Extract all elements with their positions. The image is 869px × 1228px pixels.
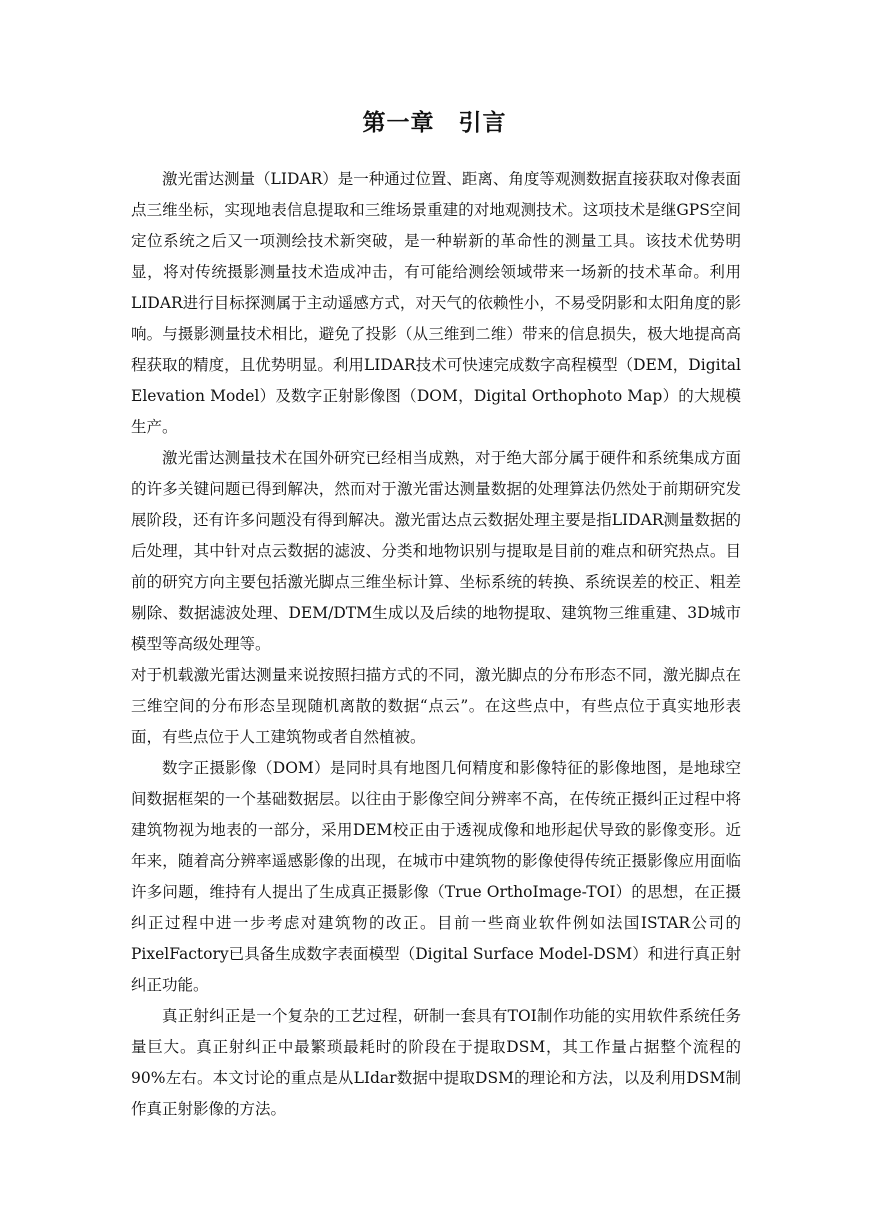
- paragraph-lidar-research: 激光雷达测量技术在国外研究已经相当成熟，对于绝大部分属于硬件和系统集成方面的许多关键问题已得到解决，然而对于激光雷达测量数据的处理算法仍然处于前期研究发展阶段，还有许多问题没有得到解决。激光雷达点云数据处理主要是指LIDAR测量数据的后处理，其中针对点云数据的滤波、分类和地物识别与提取是目前的难点和研究热点。目前的研究方向主要包括激光脚点三维坐标计算、坐标系统的转换、系统误差的校正、粗差剔除、数据滤波处理、DEM/DTM生成以及后续的地物提取、建筑物三维重建、3D城市模型等高级处理等。: [131, 449, 741, 653]
- chapter-title: 第一章 引言: [362, 110, 507, 136]
- body-text: [131, 164, 741, 1125]
- paragraph-dom: 数字正摄影像（DOM）是同时具有地图几何精度和影像特征的影像地图，是地球空间数据框架的一个基础数据层。以往由于影像空间分辨率不高，在传统正摄纠正过程中将建筑物视为地表的一部分，采用DEM校正由于透视成像和地形起伏导致的影像变形。近年来，随着高分辨率遥感影像的出现，在城市中建筑物的影像使得传统正摄影像应用面临许多问题，维持有人提出了生成真正摄影像（True OrthoImage-TOI）的思想，在正摄纠正过程中进一步考虑对建筑物的改正。目前一些商业软件例如法国ISTAR公司的PixelFactory已具备生成数字表面模型（Digital Surface Model-DSM）和进行真正射纠正功能。: [131, 759, 741, 994]
- paragraph-lidar-intro: 激光雷达测量（LIDAR）是一种通过位置、距离、角度等观测数据直接获取对像表面点三维坐标，实现地表信息提取和三维场景重建的对地观测技术。这项技术是继GPS空间定位系统之后又一项测绘技术新突破，是一种崭新的革命性的测量工具。该技术优势明显，将对传统摄影测量技术造成冲击，有可能给测绘领域带来一场新的技术革命。利用LIDAR进行目标探测属于主动遥感方式，对天气的依赖性小，不易受阴影和太阳角度的影响。与摄影测量技术相比，避免了投影（从三维到二维）带来的信息损失，极大地提高高程获取的精度，且优势明显。利用LIDAR技术可快速完成数字高程模型（DEM，Digital Elevation Model）及数字正射影像图（DOM，Digital Orthophoto Map）的大规模生产。: [131, 170, 741, 436]
- paragraph-true-ortho: 真正射纠正是一个复杂的工艺过程，研制一套具有TOI制作功能的实用软件系统任务量巨大。真正射纠正中最繁琐最耗时的阶段在于提取DSM，其工作量占据整个流程的90%左右。本文讨论的重点是从LIdar数据中提取DSM的理论和方法，以及利用DSM制作真正射影像的方法。: [131, 1007, 741, 1118]
- paragraph-point-cloud: 对于机载激光雷达测量来说按照扫描方式的不同，激光脚点的分布形态不同，激光脚点在三维空间的分布形态呈现随机离散的数据“点云”。在这些点中，有些点位于真实地形表面，有些点位于人工建筑物或者自然植被。: [131, 666, 741, 746]
